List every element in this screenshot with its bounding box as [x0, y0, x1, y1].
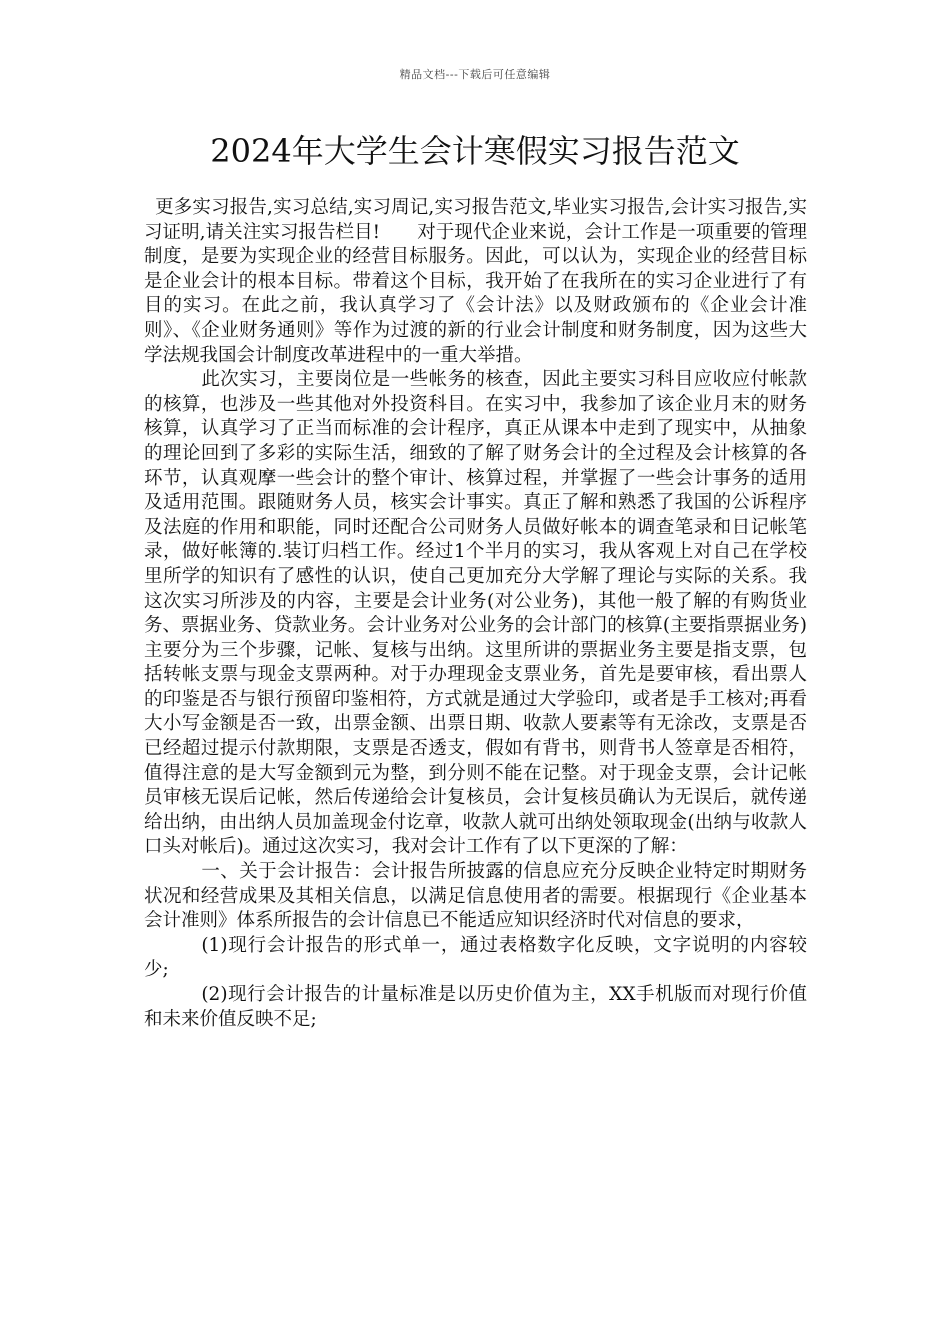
paragraph-item-2: (2)现行会计报告的计量标准是以历史价值为主，XX手机版而对现行价值和未来价值反映不足;	[144, 984, 807, 1030]
paragraph-intro: 更多实习报告,实习总结,实习周记,实习报告范文,毕业实习报告,会计实习报告,实习证明,请关注实习报告栏目! 对于现代企业来说，会计工作是一项重要的管理制度，是要为实现企业的经营目标服务。因此，可以认为，实现企业的经营目标是企业会计的根本目标。带着这个目标，我开始了在我所在的实习企业进行了有目的实习。在此之前，我认真学习了《会计法》以及财政颁布的《企业会计准则》、《企业财务通则》等作为过渡的新的行业会计制度和财务制度，因为这些大学法规我国会计制度改革进程中的一重大举措。	[144, 197, 807, 366]
document-title: 2024年大学生会计寒假实习报告范文	[210, 132, 740, 170]
document-body	[144, 196, 807, 1032]
paragraph-item-1: (1)现行会计报告的形式单一，通过表格数字化反映，文字说明的内容较少;	[144, 934, 807, 981]
paragraph-report-section: 一、关于会计报告：会计报告所披露的信息应充分反映企业特定时期财务状况和经营成果及其相关信息，以满足信息使用者的需要。根据现行《企业基本会计准则》体系所报告的会计信息已不能适应知识经济时代对信息的要求，	[144, 861, 807, 932]
paragraph-internship: 此次实习，主要岗位是一些帐务的核查，因此主要实习科目应收应付帐款的核算，也涉及一些其他对外投资科目。在实习中，我参加了该企业月末的财务核算，认真学习了正当而标准的会计程序，真正从课本中走到了现实中，从抽象的理论回到了多彩的实际生活，细致的了解了财务会计的全过程及会计核算的各环节，认真观摩一些会计的整个审计、核算过程，并掌握了一些会计事务的适用及适用范围。跟随财务人员，核实会计事实。真正了解和熟悉了我国的公诉程序及法庭的作用和职能，同时还配合公司财务人员做好帐本的调查笔录和日记帐笔录，做好帐簿的.装订归档工作。经过1个半月的实习，我从客观上对自己在学校里所学的知识有了感性的认识，使自己更加充分大学解了理论与实际的关系。我这次实习所涉及的内容，主要是会计业务(对公业务)，其他一般了解的有购货业务、票据业务、贷款业务。会计业务对公业务的会计部门的核算(主要指票据业务)主要分为三个步骤，记帐、复核与出纳。这里所讲的票据业务主要是指支票，包括转帐支票与现金支票两种。对于办理现金支票业务，首先是要审核，看出票人的印鉴是否与银行预留印鉴相符，方式就是通过大学验印，或者是手工核对;再看大小写金额是否一致，出票金额、出票日期、收款人要素等有无涂改，支票是否已经超过提示付款期限，支票是否透支，假如有背书，则背书人签章是否相符，值得注意的是大写金额到元为整，到分则不能在记整。对于现金支票，会计记帐员审核无误后记帐，然后传递给会计复核员，会计复核员确认为无误后，就传递给出纳，由出纳人员加盖现金付讫章，收款人就可出纳处领取现金(出纳与收款人口头对帐后)。通过这次实习，我对会计工作有了以下更深的了解：	[144, 369, 807, 858]
header-note: 精品文档---下载后可任意编辑	[399, 68, 551, 81]
